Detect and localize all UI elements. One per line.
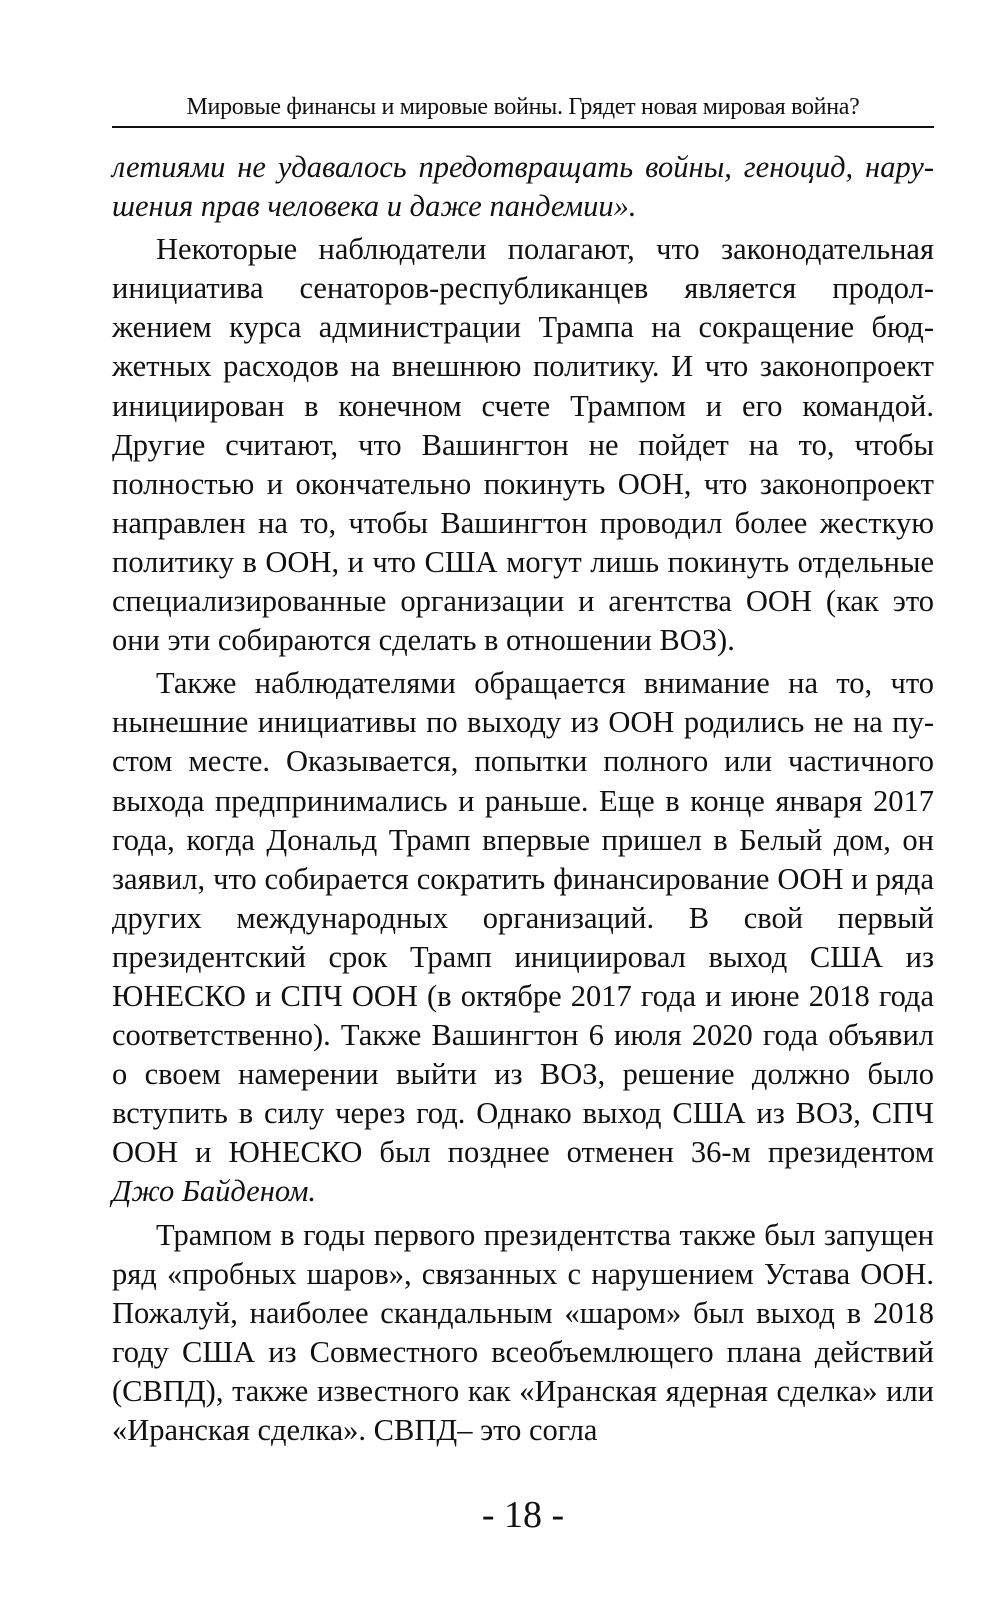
- header-rule: [112, 126, 934, 128]
- italic-name: Джо Байденом.: [112, 1174, 317, 1209]
- paragraph-3-text: Также наблюдателями обращается внимание на то, что нынешние инициативы по выходу из ООН родились не на пустом месте. Оказывается, попытки полного или частичного выхода предпринимались и раньше. Еще в конце января 2017 года, когда Дональд Трамп впервые пришел в Белый дом, он заявил, что собирается сократить финансирование ООН и ряда других международных организаций. В свой первый президентский срок Трамп инициировал выход США из ЮНЕСКО и СПЧ ООН (в октябре 2017 года и июне 2018 года соответственно). Также Вашингтон 6 июля 2020 года объявил о своем намерении выйти из ВОЗ, решение должно было вступить в силу через год. Однако выход США из ВОЗ, СПЧ ООН и ЮНЕСКО был позднее отменен 36-м президентом: [112, 666, 934, 1170]
- running-header: Мировые финансы и мировые войны. Грядет новая мировая война?: [186, 94, 860, 120]
- italic-quote-continuation: летиями не удавалось предотвращать войны, геноцид, нарушения прав человека и даже пандемии».: [112, 150, 934, 224]
- paragraph-2: Некоторые наблюдатели полагают, что законодательная инициатива сенаторов-республиканцев является продолжением курса администрации Трампа на сокращение бюджетных расходов на внешнюю политику. И что законопроект инициирован в конечном счете Трампом и его командой. Другие считают, что Вашингтон не пойдет на то, чтобы полностью и окончательно покинуть ООН, что законопроект направлен на то, чтобы Вашингтон проводил более жесткую политику в ООН, и что США могут лишь покинуть отдельные специализированные организации и агентства ООН (как это они эти собираются сделать в отношении ВОЗ).: [112, 232, 934, 658]
- paragraph-1: [112, 148, 934, 226]
- paragraph-3: [112, 664, 934, 1211]
- paragraph-4: Трампом в годы первого президентства также был запущен ряд «пробных шаров», связанных с нарушением Устава ООН. Пожалуй, наиболее скандальным «шаром» был выход в 2018 году США из Совместного всеобъемлющего плана действий (СВПД), также известного как «Иранская ядерная сделка» или «Иранская сделка». СВПД– это согла: [112, 1217, 934, 1447]
- body-text: [112, 148, 934, 1450]
- page-number: - 18 -: [481, 1494, 565, 1536]
